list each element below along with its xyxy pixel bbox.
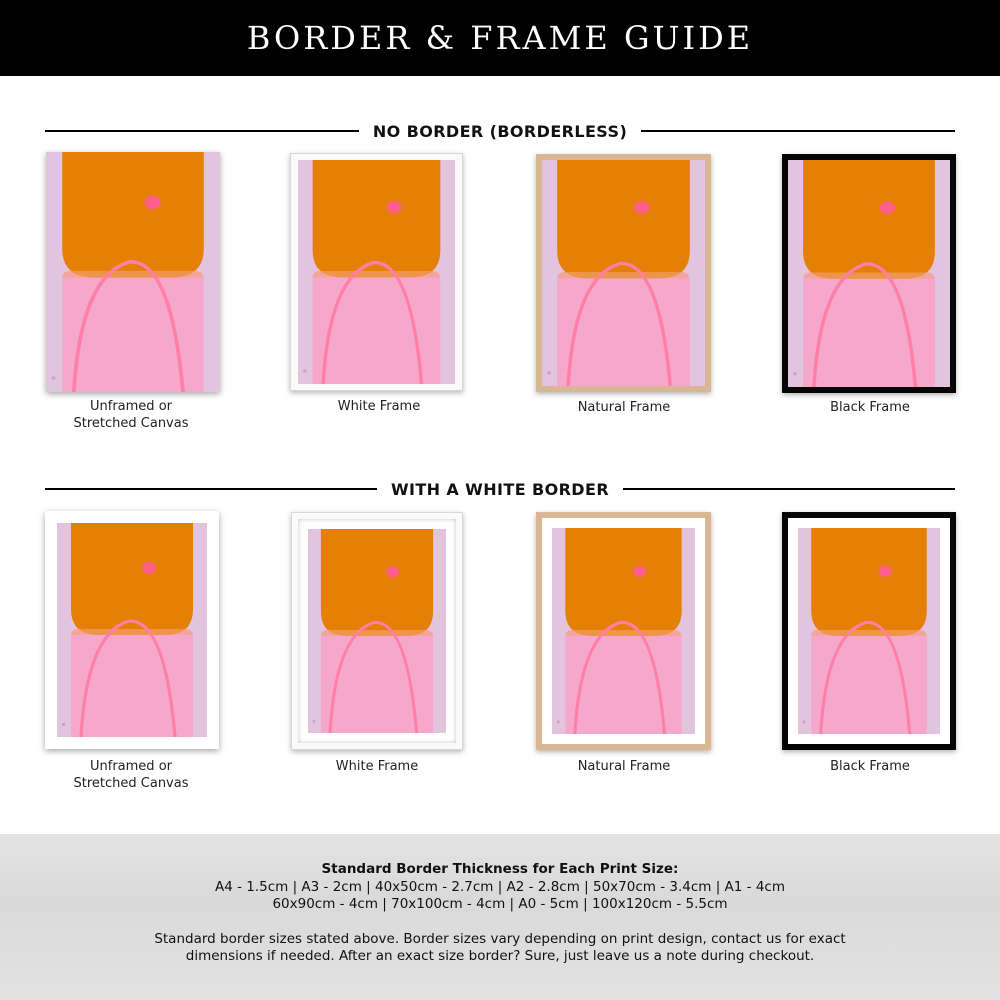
divider-line xyxy=(45,488,377,490)
print-natural-frame-white-border xyxy=(536,512,711,750)
caption-unframed xyxy=(31,398,231,432)
caption-black-frame: Black Frame xyxy=(830,400,910,415)
print-black-frame-borderless xyxy=(782,154,956,393)
footer-heading: Standard Border Thickness for Each Print Size: xyxy=(321,861,679,877)
section-label: WITH A WHITE BORDER xyxy=(390,479,610,499)
artwork xyxy=(57,523,207,737)
caption-natural-frame: Natural Frame xyxy=(577,759,671,774)
artwork xyxy=(542,160,705,386)
artwork xyxy=(298,160,455,384)
caption-unframed xyxy=(31,758,231,792)
divider-line xyxy=(45,130,359,132)
print-unframed-borderless xyxy=(46,152,220,392)
artwork xyxy=(46,152,220,392)
caption-line: Stretched Canvas xyxy=(73,416,189,431)
caption-natural-frame: Natural Frame xyxy=(577,400,671,415)
footer-note-line-1: Standard border sizes stated above. Border sizes vary depending on print design, contact us for exact xyxy=(154,931,846,947)
caption-black-frame: Black Frame xyxy=(830,759,910,774)
caption-white-frame: White Frame xyxy=(337,399,421,414)
border-sizes-line-1: A4 - 1.5cm | A3 - 2cm | 40x50cm - 2.7cm | A2 - 2.8cm | 50x70cm - 3.4cm | A1 - 4cm xyxy=(214,879,785,895)
footer-panel xyxy=(0,834,1000,1000)
section-heading-white-border xyxy=(45,479,955,499)
caption-line: Unframed or xyxy=(90,399,172,414)
print-black-frame-white-border xyxy=(782,512,956,750)
page-title: BORDER & FRAME GUIDE xyxy=(246,19,754,57)
border-sizes-line-2: 60x90cm - 4cm | 70x100cm - 4cm | A0 - 5cm | 100x120cm - 5.5cm xyxy=(272,896,728,912)
caption-line: Unframed or xyxy=(90,759,172,774)
divider-line xyxy=(641,130,955,132)
page-header xyxy=(0,0,1000,76)
footer-note-line-2: dimensions if needed. After an exact size border? Sure, just leave us a note during checkout. xyxy=(185,948,815,964)
artwork xyxy=(798,528,940,734)
artwork xyxy=(308,529,446,733)
print-white-frame-borderless xyxy=(290,153,463,391)
artwork xyxy=(788,160,950,387)
print-unframed-white-border xyxy=(45,511,219,749)
caption-white-frame: White Frame xyxy=(335,759,419,774)
section-heading-no-border xyxy=(45,121,955,141)
print-natural-frame-borderless xyxy=(536,154,711,392)
section-label: NO BORDER (BORDERLESS) xyxy=(372,121,628,141)
divider-line xyxy=(623,488,955,490)
caption-line: Stretched Canvas xyxy=(73,776,189,791)
print-white-frame-white-border xyxy=(291,512,463,750)
artwork xyxy=(552,528,695,734)
